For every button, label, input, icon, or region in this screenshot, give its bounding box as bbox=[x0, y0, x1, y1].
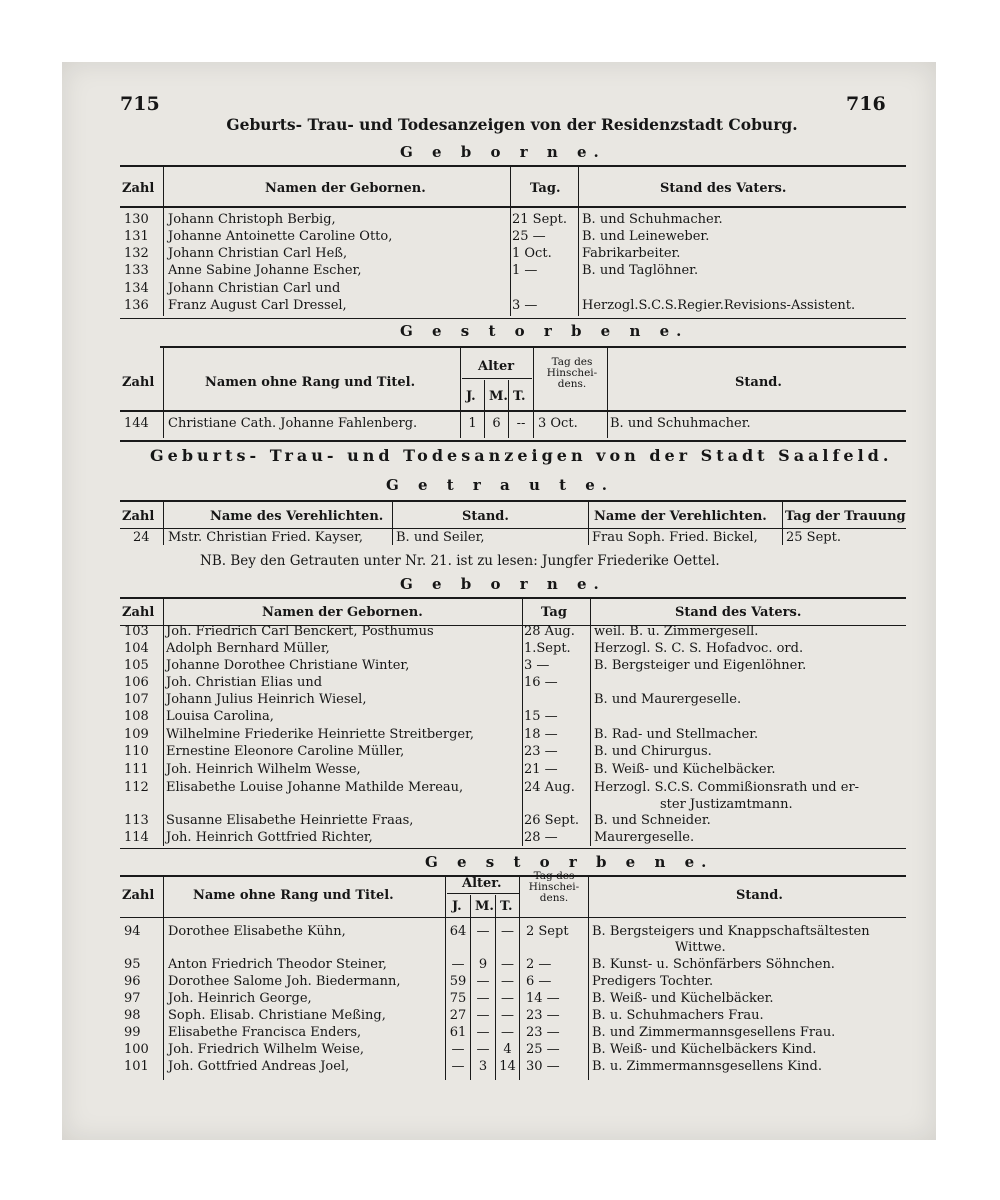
col-header-death-day: Tag des Hinschei- dens. bbox=[528, 870, 580, 904]
wife-name: Frau Soph. Fried. Bickel, bbox=[592, 530, 758, 545]
age-months: — bbox=[476, 974, 490, 989]
row-number: 132 bbox=[124, 246, 149, 261]
age-months: — bbox=[476, 1008, 490, 1023]
father-status: B. und Schneider. bbox=[594, 813, 711, 828]
child-name: Joh. Christian Elias und bbox=[166, 675, 323, 690]
father-status: B. und Leineweber. bbox=[582, 229, 710, 244]
birth-day: 3 — bbox=[524, 658, 550, 673]
status: B. u. Zimmermannsgesellens Kind. bbox=[592, 1059, 822, 1074]
age-months: — bbox=[476, 991, 490, 1006]
father-status: B. und Taglöhner. bbox=[582, 263, 699, 278]
death-day: 3 Oct. bbox=[538, 416, 578, 431]
age-days: -- bbox=[516, 416, 526, 431]
husband-status: B. und Seiler, bbox=[396, 530, 485, 545]
child-name: Johann Christoph Berbig, bbox=[168, 212, 336, 227]
child-name: Johanne Dorothee Christiane Winter, bbox=[166, 658, 410, 673]
birth-day: 1.Sept. bbox=[524, 641, 571, 656]
father-status-continued: ster Justizamtmann. bbox=[660, 797, 793, 812]
child-name: Joh. Heinrich Wilhelm Wesse, bbox=[166, 762, 361, 777]
status: B. und Zimmermannsgesellens Frau. bbox=[592, 1025, 836, 1040]
col-header-age: Alter bbox=[478, 359, 515, 374]
row-number: 104 bbox=[124, 641, 149, 656]
saalfeld-marriages-heading: G e t r a u t e. bbox=[385, 476, 615, 494]
father-status: B. Bergsteiger und Eigenlöhner. bbox=[594, 658, 807, 673]
row-number: 131 bbox=[124, 229, 149, 244]
saalfeld-births-heading: G e b o r n e. bbox=[400, 575, 606, 593]
deceased-name: Joh. Friedrich Wilhelm Weise, bbox=[168, 1042, 365, 1057]
age-years: 59 bbox=[449, 974, 467, 989]
status: B. Weiß- und Küchelbäcker. bbox=[592, 991, 774, 1006]
child-name: Louisa Carolina, bbox=[166, 709, 274, 724]
husband-name: Mstr. Christian Fried. Kayser, bbox=[168, 530, 364, 545]
row-number: 136 bbox=[124, 298, 149, 313]
row-number: 109 bbox=[124, 727, 149, 742]
deceased-name: Joh. Gottfried Andreas Joel, bbox=[168, 1059, 350, 1074]
death-day: 25 — bbox=[526, 1042, 560, 1057]
age-years: — bbox=[451, 1059, 465, 1074]
death-day: 30 — bbox=[526, 1059, 560, 1074]
status: B. Bergsteigers und Knappschaftsältesten bbox=[592, 924, 870, 939]
right-page-number: 716 bbox=[846, 93, 886, 115]
deceased-name: Joh. Heinrich George, bbox=[168, 991, 312, 1006]
row-number: 107 bbox=[124, 692, 149, 707]
birth-day: 23 — bbox=[524, 744, 558, 759]
col-header-name: Namen der Gebornen. bbox=[262, 605, 423, 620]
wedding-date: 25 Sept. bbox=[786, 530, 841, 545]
col-header-name: Name ohne Rang und Titel. bbox=[193, 888, 394, 903]
child-name: Johann Christian Carl und bbox=[168, 281, 341, 296]
birth-day: 25 — bbox=[512, 229, 546, 244]
age-col-t: T. bbox=[513, 389, 526, 404]
deceased-name: Dorothee Elisabethe Kühn, bbox=[168, 924, 346, 939]
age-years: 64 bbox=[449, 924, 467, 939]
coburg-deaths-heading: G e s t o r b e n e. bbox=[400, 322, 689, 340]
status: B. u. Schuhmachers Frau. bbox=[592, 1008, 764, 1023]
father-status: B. und Schuhmacher. bbox=[582, 212, 723, 227]
birth-day: 3 — bbox=[512, 298, 538, 313]
age-days: — bbox=[501, 1025, 514, 1040]
col-header-day: Tag bbox=[541, 605, 567, 620]
row-number: 133 bbox=[124, 263, 149, 278]
status-continued: Wittwe. bbox=[675, 940, 726, 955]
age-days: — bbox=[501, 974, 514, 989]
age-months: 9 bbox=[478, 957, 488, 972]
saalfeld-deaths-heading: G e s t o r b e n e. bbox=[425, 853, 714, 871]
age-years: 61 bbox=[449, 1025, 467, 1040]
age-months: — bbox=[476, 1025, 490, 1040]
age-days: 4 bbox=[503, 1042, 512, 1057]
row-number: 111 bbox=[124, 762, 149, 777]
death-day: 14 — bbox=[526, 991, 560, 1006]
birth-day: 1 Oct. bbox=[512, 246, 552, 261]
father-status: weil. B. u. Zimmergesell. bbox=[594, 624, 759, 639]
row-number: 114 bbox=[124, 830, 149, 845]
saalfeld-title: Geburts- Trau- und Todesanzeigen von der Stadt Saalfeld. bbox=[150, 446, 893, 465]
father-status: Herzogl. S. C. S. Hofadvoc. ord. bbox=[594, 641, 804, 656]
father-status: B. und Maurergeselle. bbox=[594, 692, 742, 707]
row-number: 94 bbox=[124, 924, 141, 939]
col-header-num: Zahl bbox=[122, 509, 155, 524]
col-header-status: Stand. bbox=[736, 888, 783, 903]
birth-day: 15 — bbox=[524, 709, 558, 724]
col-header-father: Stand des Vaters. bbox=[675, 605, 802, 620]
father-status: B. Rad- und Stellmacher. bbox=[594, 727, 759, 742]
col-header-day: Tag. bbox=[530, 181, 561, 196]
col-header-num: Zahl bbox=[122, 375, 155, 390]
age-years: 27 bbox=[449, 1008, 467, 1023]
child-name: Franz August Carl Dressel, bbox=[168, 298, 347, 313]
coburg-births-heading: G e b o r n e. bbox=[400, 143, 606, 161]
age-days: — bbox=[501, 924, 514, 939]
father-status: B. Weiß- und Küchelbäcker. bbox=[594, 762, 776, 777]
age-years: — bbox=[451, 957, 465, 972]
row-number: 112 bbox=[124, 780, 149, 795]
age-col-m: M. bbox=[489, 389, 508, 404]
child-name: Joh. Friedrich Carl Benckert, Posthumus bbox=[166, 624, 434, 639]
status: B. und Schuhmacher. bbox=[610, 416, 751, 431]
deceased-name: Christiane Cath. Johanne Fahlenberg. bbox=[168, 416, 418, 431]
age-col-j: J. bbox=[466, 389, 476, 404]
age-years: 75 bbox=[449, 991, 467, 1006]
left-page-number: 715 bbox=[120, 93, 160, 115]
birth-day: 28 — bbox=[524, 830, 558, 845]
age-col-t: T. bbox=[500, 899, 513, 914]
col-header-wife: Name der Verehlichten. bbox=[594, 509, 767, 524]
age-days: — bbox=[501, 991, 514, 1006]
age-years: 1 bbox=[468, 416, 477, 431]
child-name: Anne Sabine Johanne Escher, bbox=[168, 263, 362, 278]
age-months: 3 bbox=[478, 1059, 488, 1074]
col-header-name: Namen der Gebornen. bbox=[265, 181, 426, 196]
row-number: 97 bbox=[124, 991, 141, 1006]
father-status: Maurergeselle. bbox=[594, 830, 695, 845]
child-name: Joh. Heinrich Gottfried Richter, bbox=[166, 830, 373, 845]
child-name: Johann Julius Heinrich Wiesel, bbox=[166, 692, 367, 707]
row-number: 96 bbox=[124, 974, 141, 989]
row-number: 95 bbox=[124, 957, 141, 972]
age-years: — bbox=[451, 1042, 465, 1057]
status: Predigers Tochter. bbox=[592, 974, 714, 989]
birth-day: 21 Sept. bbox=[512, 212, 567, 227]
death-day: 2 Sept bbox=[526, 924, 569, 939]
row-number: 101 bbox=[124, 1059, 149, 1074]
row-number: 130 bbox=[124, 212, 149, 227]
birth-day: 18 — bbox=[524, 727, 558, 742]
row-number: 110 bbox=[124, 744, 149, 759]
age-days: 14 bbox=[499, 1059, 516, 1074]
row-number: 113 bbox=[124, 813, 149, 828]
row-number: 98 bbox=[124, 1008, 141, 1023]
col-header-father: Stand des Vaters. bbox=[660, 181, 787, 196]
age-months: — bbox=[476, 924, 490, 939]
col-header-wedding-date: Tag der Trauung bbox=[785, 509, 906, 524]
birth-day: 1 — bbox=[512, 263, 538, 278]
father-status: Fabrikarbeiter. bbox=[582, 246, 681, 261]
child-name: Wilhelmine Friederike Heinriette Streitberger, bbox=[166, 727, 475, 742]
col-header-num: Zahl bbox=[122, 888, 155, 903]
col-header-num: Zahl bbox=[122, 181, 155, 196]
child-name: Ernestine Eleonore Caroline Müller, bbox=[166, 744, 405, 759]
death-day: 23 — bbox=[526, 1025, 560, 1040]
age-days: — bbox=[501, 1008, 514, 1023]
col-header-num: Zahl bbox=[122, 605, 155, 620]
birth-day: 16 — bbox=[524, 675, 558, 690]
deceased-name: Elisabethe Francisca Enders, bbox=[168, 1025, 362, 1040]
death-day: 6 — bbox=[526, 974, 552, 989]
age-col-m: M. bbox=[475, 899, 494, 914]
age-days: — bbox=[501, 957, 514, 972]
row-number: 99 bbox=[124, 1025, 141, 1040]
col-header-name: Namen ohne Rang und Titel. bbox=[205, 375, 416, 390]
deceased-name: Anton Friedrich Theodor Steiner, bbox=[168, 957, 387, 972]
row-number: 134 bbox=[124, 281, 149, 296]
col-header-husband: Name des Verehlichten. bbox=[210, 509, 384, 524]
child-name: Johann Christian Carl Heß, bbox=[168, 246, 348, 261]
row-number: 24 bbox=[133, 530, 150, 545]
father-status: B. und Chirurgus. bbox=[594, 744, 712, 759]
death-day: 23 — bbox=[526, 1008, 560, 1023]
col-header-status: Stand. bbox=[735, 375, 782, 390]
birth-day: 28 Aug. bbox=[524, 624, 575, 639]
coburg-title: Geburts- Trau- und Todesanzeigen von der Residenzstadt Coburg. bbox=[226, 115, 798, 134]
child-name: Johanne Antoinette Caroline Otto, bbox=[168, 229, 393, 244]
status: B. Kunst- u. Schönfärbers Söhnchen. bbox=[592, 957, 835, 972]
row-number: 105 bbox=[124, 658, 149, 673]
child-name: Susanne Elisabethe Heinriette Fraas, bbox=[166, 813, 414, 828]
col-header-stand: Stand. bbox=[462, 509, 509, 524]
row-number: 106 bbox=[124, 675, 149, 690]
row-number: 103 bbox=[124, 624, 149, 639]
child-name: Elisabethe Louise Johanne Mathilde Mereau, bbox=[166, 780, 464, 795]
status: B. Weiß- und Küchelbäckers Kind. bbox=[592, 1042, 817, 1057]
birth-day: 26 Sept. bbox=[524, 813, 579, 828]
father-status: Herzogl.S.C.S.Regier.Revisions-Assistent. bbox=[582, 298, 856, 313]
birth-day: 24 Aug. bbox=[524, 780, 575, 795]
col-header-death-day: Tag des Hinschei- dens. bbox=[546, 356, 598, 390]
age-months: 6 bbox=[492, 416, 501, 431]
birth-day: 21 — bbox=[524, 762, 558, 777]
row-number: 108 bbox=[124, 709, 149, 724]
deceased-name: Soph. Elisab. Christiane Meßing, bbox=[168, 1008, 386, 1023]
age-months: — bbox=[476, 1042, 490, 1057]
age-col-j: J. bbox=[452, 899, 462, 914]
child-name: Adolph Bernhard Müller, bbox=[166, 641, 330, 656]
deceased-name: Dorothee Salome Joh. Biedermann, bbox=[168, 974, 401, 989]
death-day: 2 — bbox=[526, 957, 552, 972]
row-number: 100 bbox=[124, 1042, 149, 1057]
father-status: Herzogl. S.C.S. Commißionsrath und er- bbox=[594, 780, 860, 795]
row-number: 144 bbox=[124, 416, 149, 431]
col-header-age: Alter. bbox=[462, 876, 502, 891]
marriage-correction-note: NB. Bey den Getrauten unter Nr. 21. ist zu lesen: Jungfer Friederike Oettel. bbox=[200, 553, 720, 569]
